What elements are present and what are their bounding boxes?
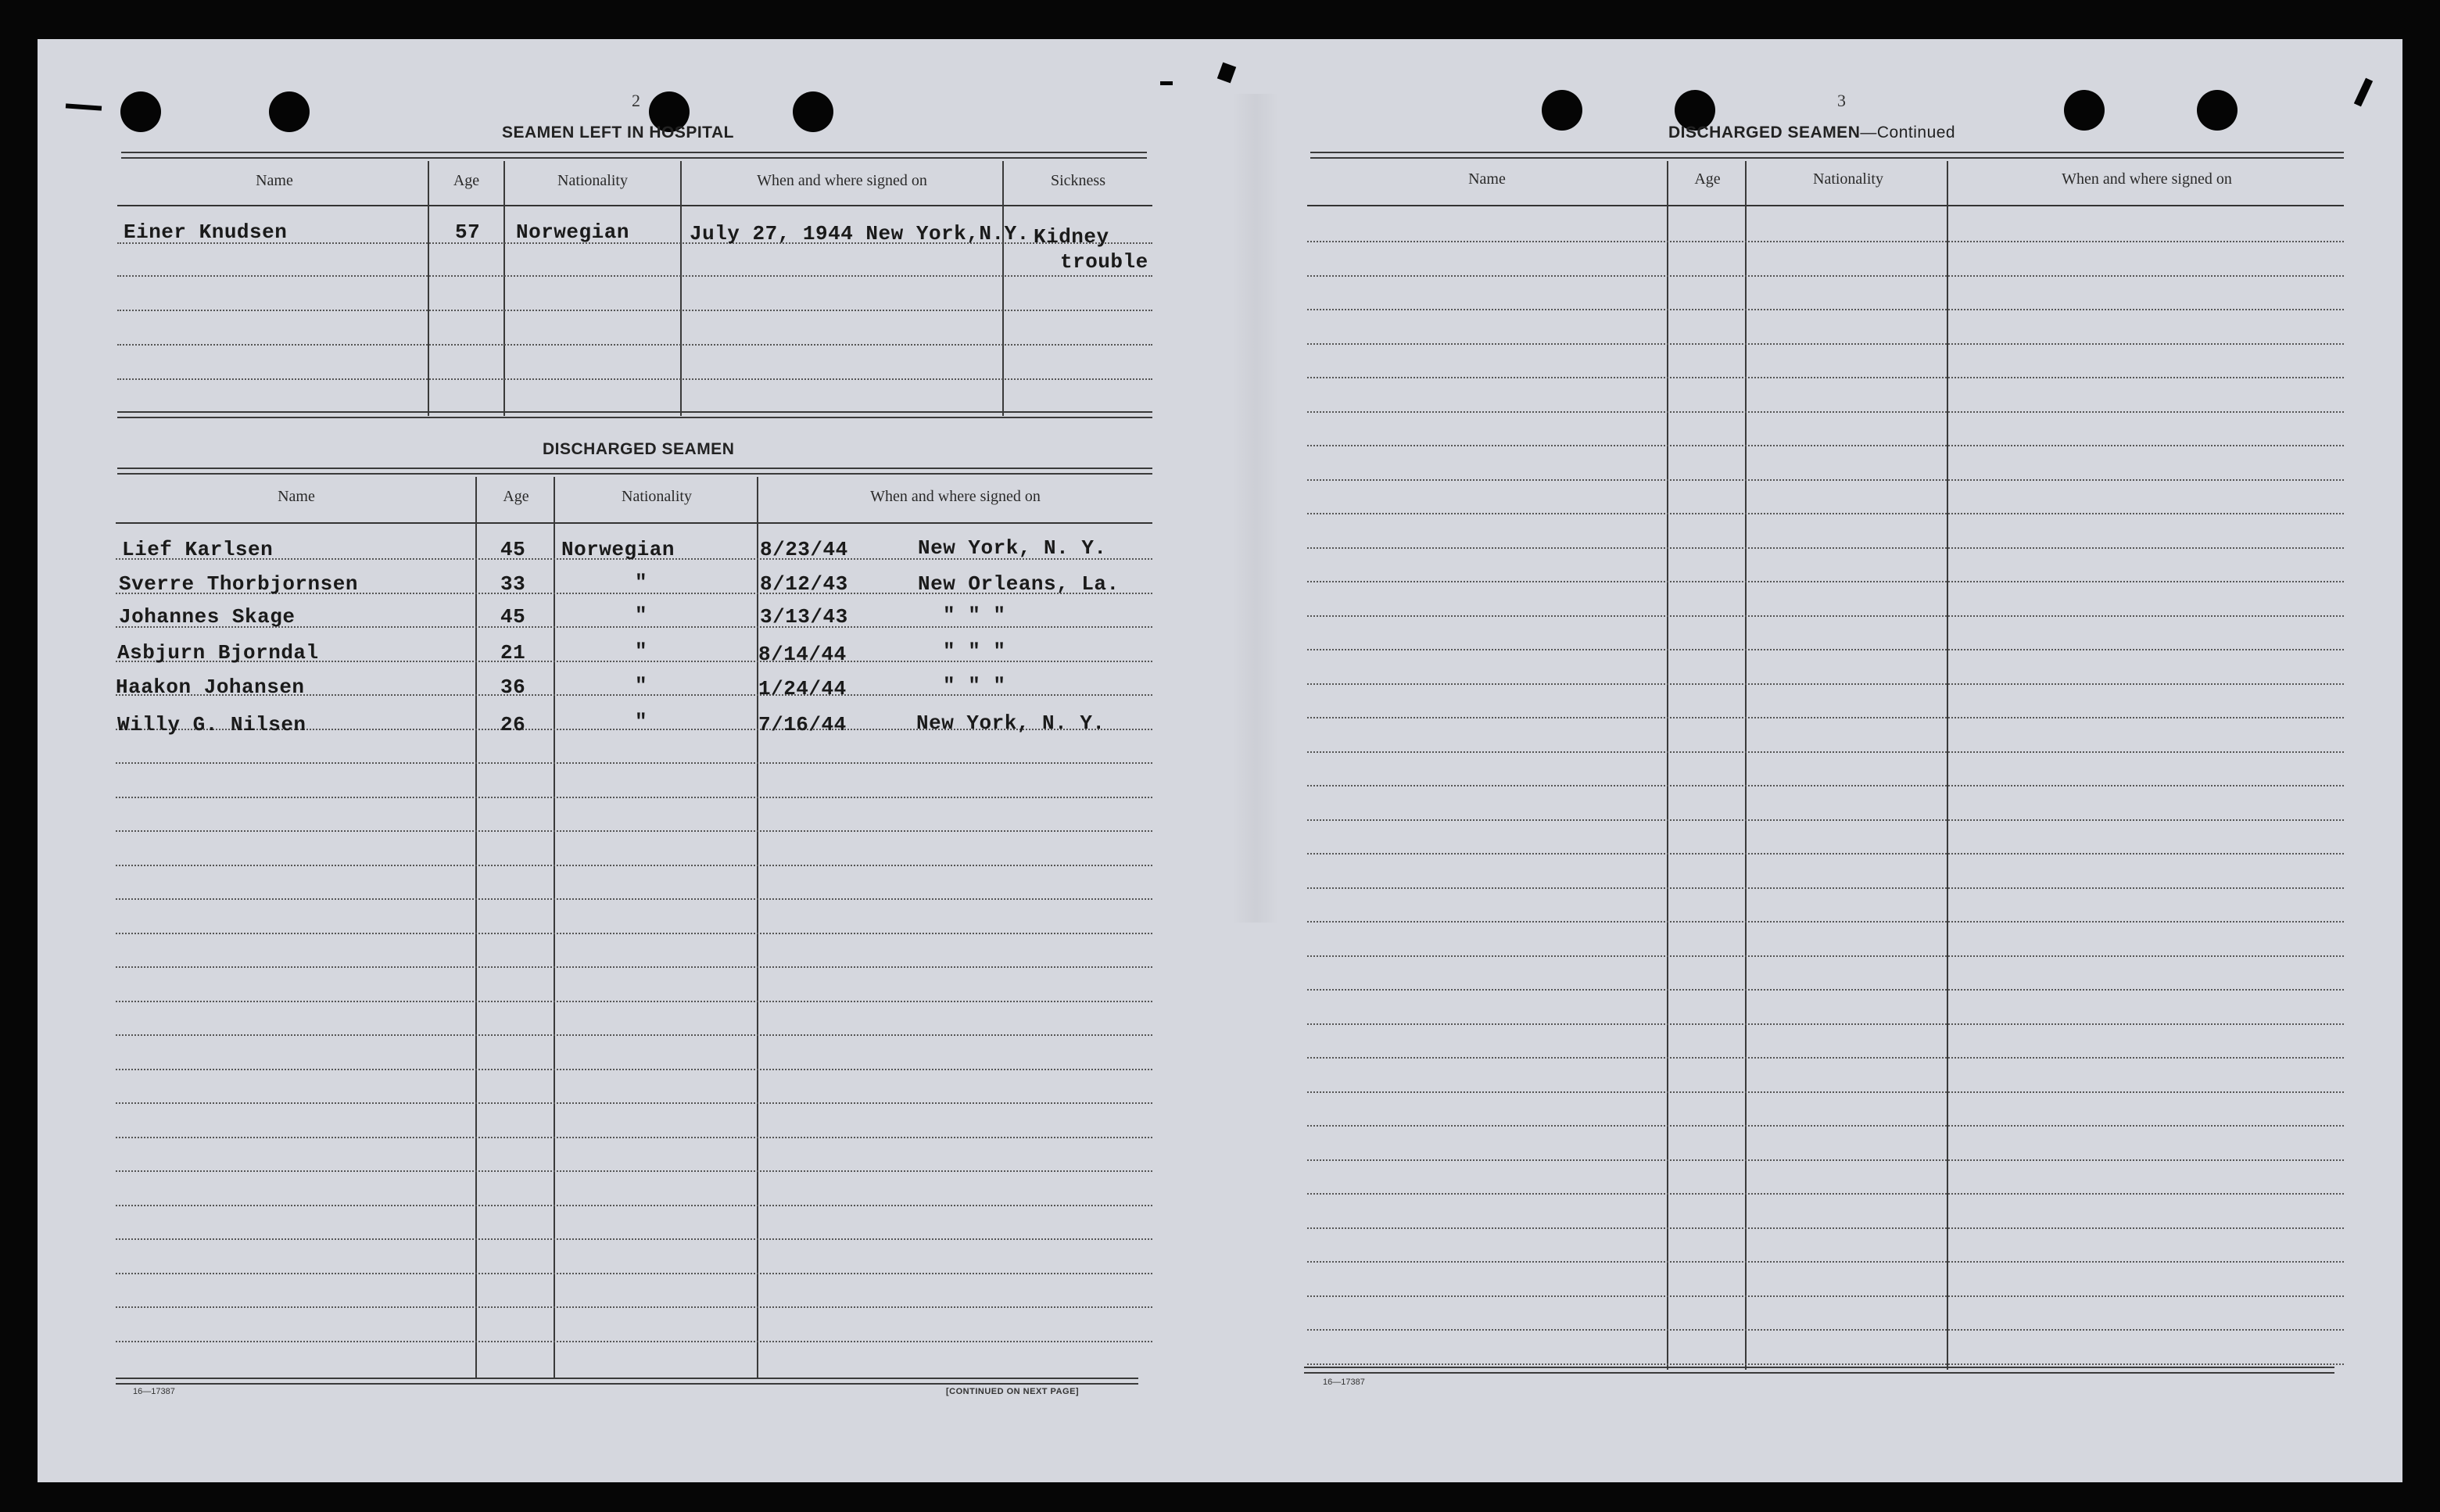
ruled-row-line [1307, 819, 2344, 821]
hospital-header-rule [117, 205, 1152, 206]
discharged-col-divider [757, 477, 758, 1378]
discharged-nationality-cell: " [635, 640, 648, 663]
ruled-row-line [1307, 343, 2344, 345]
discharged-place-cell: " " " [943, 674, 1006, 697]
discharged-header-rule [116, 522, 1152, 524]
hospital-signed-on-cell: July 27, 1944 New York,N.Y. [690, 222, 1030, 245]
hospital-row-line [117, 344, 1152, 346]
discharged-nationality-cell: " [635, 674, 648, 697]
page-number: 2 [632, 91, 640, 110]
ruled-row-line [116, 1034, 1152, 1036]
page-number: 3 [1837, 91, 1846, 110]
hospital-nationality-cell: Norwegian [516, 220, 629, 244]
ruled-row-line [116, 1170, 1152, 1172]
ruled-row-line [1307, 1125, 2344, 1127]
discharged-place-cell: New Orleans, La. [918, 572, 1120, 596]
discharged-section-title: DISCHARGED SEAMEN [543, 440, 735, 458]
ruled-row-line [116, 1001, 1152, 1002]
hospital-row-line [117, 275, 1152, 277]
right-header-age: Age [1694, 170, 1721, 188]
hospital-header-name: Name [256, 172, 293, 189]
ruled-row-line [116, 1137, 1152, 1138]
ruled-row-line [1307, 1091, 2344, 1093]
ruled-row-line [1307, 479, 2344, 481]
discharged-bottom-rule [116, 1378, 1138, 1385]
ruled-row-line [1307, 785, 2344, 786]
discharged-nationality-cell: " [635, 710, 648, 733]
hospital-bottom-rule [117, 411, 1152, 418]
ruled-row-line [116, 797, 1152, 798]
discharged-age-cell: 45 [500, 605, 526, 629]
ruled-row-line [1307, 241, 2344, 242]
punch-hole [2197, 90, 2238, 131]
hospital-age-cell: 57 [455, 220, 481, 244]
continued-title-suffix: —Continued [1860, 124, 1956, 142]
hospital-name-cell: Einer Knudsen [124, 220, 288, 244]
ruled-row-line [1307, 547, 2344, 549]
ruled-row-line [116, 1205, 1152, 1206]
ruled-row-line [1307, 513, 2344, 514]
continued-section-title [1668, 124, 1955, 142]
discharged-age-cell: 36 [500, 675, 526, 699]
ruled-row-line [116, 933, 1152, 934]
continued-note: [CONTINUED ON NEXT PAGE] [946, 1387, 1080, 1396]
discharged-date-cell: 8/12/43 [760, 572, 848, 596]
ruled-row-line [1307, 615, 2344, 617]
continued-title-main: DISCHARGED SEAMEN [1668, 124, 1861, 142]
ruled-row-line [116, 830, 1152, 832]
discharged-age-cell: 21 [500, 641, 526, 665]
hospital-row-line [117, 310, 1152, 311]
ruled-row-line [1307, 411, 2344, 413]
ruled-row-line [1307, 275, 2344, 277]
hospital-sickness-cell: Kidney [1034, 225, 1109, 249]
hospital-header-nationality: Nationality [557, 172, 628, 189]
right-col-divider [1667, 161, 1668, 1370]
discharged-date-cell: 7/16/44 [758, 713, 847, 736]
ruled-row-line [1307, 1057, 2344, 1059]
ruled-row-line [1307, 1227, 2344, 1229]
discharged-place-cell: New York, N. Y. [916, 711, 1105, 735]
ruled-row-line [116, 1273, 1152, 1274]
ruled-row-line [1307, 751, 2344, 753]
punch-hole [2064, 90, 2105, 131]
ruled-row-line [1307, 1193, 2344, 1195]
punch-hole [1542, 90, 1582, 131]
hospital-row-line [117, 378, 1152, 380]
ruled-row-line [1307, 955, 2344, 957]
discharged-nationality-cell: " [635, 604, 648, 627]
right-top-rule [1310, 152, 2344, 159]
ruled-row-line [1307, 445, 2344, 446]
right-col-divider [1947, 161, 1948, 1370]
ruled-row-line [1307, 377, 2344, 378]
discharged-age-cell: 33 [500, 572, 526, 596]
discharged-header-nationality: Nationality [622, 488, 692, 505]
ruled-row-line [1307, 989, 2344, 991]
ruled-row-line [116, 1341, 1152, 1342]
discharged-name-cell: Lief Karlsen [122, 538, 274, 561]
form-number: 16—17387 [133, 1387, 175, 1396]
hospital-header-age: Age [453, 172, 480, 189]
ruled-row-line [116, 1102, 1152, 1104]
ruled-row-line [116, 1306, 1152, 1308]
ruled-row-line [1307, 887, 2344, 889]
discharged-header-age: Age [503, 488, 529, 505]
punch-hole [269, 91, 310, 132]
ruled-row-line [116, 966, 1152, 968]
ruled-row-line [1307, 1261, 2344, 1263]
ruled-row-line [116, 1238, 1152, 1240]
right-header-signed-on: When and where signed on [2062, 170, 2232, 188]
hospital-sickness-cell: trouble [1060, 250, 1148, 274]
discharged-date-cell: 8/23/44 [760, 538, 848, 561]
hospital-header-signed-on: When and where signed on [757, 172, 927, 189]
discharged-name-cell: Haakon Johansen [116, 675, 305, 699]
ruled-row-line [1307, 309, 2344, 310]
ruled-row-line [1307, 683, 2344, 685]
ruled-row-line [116, 865, 1152, 866]
ruled-row-line [1307, 1363, 2344, 1365]
punch-hole [120, 91, 161, 132]
ruled-row-line [1307, 1295, 2344, 1297]
ruled-row-line [116, 898, 1152, 900]
right-header-rule [1307, 205, 2344, 206]
discharged-col-divider [475, 477, 477, 1378]
discharged-header-name: Name [278, 488, 315, 505]
paper-mark [1160, 81, 1173, 85]
form-number: 16—17387 [1323, 1378, 1365, 1387]
hospital-top-rule [121, 152, 1147, 159]
discharged-col-divider [554, 477, 555, 1378]
discharged-name-cell: Asbjurn Bjorndal [117, 641, 319, 665]
ruled-row-line [116, 1069, 1152, 1070]
right-header-name: Name [1468, 170, 1506, 188]
ruled-row-line [1307, 1023, 2344, 1025]
hospital-section-title: SEAMEN LEFT IN HOSPITAL [502, 124, 734, 142]
right-bottom-rule [1304, 1367, 2334, 1374]
discharged-date-cell: 1/24/44 [758, 677, 847, 700]
ruled-row-line [1307, 717, 2344, 718]
discharged-nationality-cell: " [635, 571, 648, 594]
discharged-top-rule [117, 468, 1152, 475]
hospital-header-sickness: Sickness [1051, 172, 1105, 189]
discharged-age-cell: 26 [500, 713, 526, 736]
discharged-date-cell: 3/13/43 [760, 605, 848, 629]
ruled-row-line [1307, 649, 2344, 650]
punch-hole [793, 91, 833, 132]
discharged-date-cell: 8/14/44 [758, 643, 847, 666]
ruled-row-line [1307, 1329, 2344, 1331]
discharged-header-signed-on: When and where signed on [870, 488, 1041, 505]
ruled-row-line [116, 762, 1152, 764]
discharged-place-cell: " " " [943, 640, 1006, 663]
right-header-nationality: Nationality [1813, 170, 1883, 188]
document-sheet [38, 39, 2402, 1482]
discharged-name-cell: Willy G. Nilsen [117, 713, 306, 736]
page-fold [1232, 94, 1279, 923]
ruled-row-line [1307, 581, 2344, 582]
ruled-row-line [1307, 921, 2344, 923]
ruled-row-line [1307, 1159, 2344, 1161]
discharged-nationality-cell: Norwegian [561, 538, 675, 561]
discharged-name-cell: Sverre Thorbjornsen [119, 572, 358, 596]
ruled-row-line [1307, 853, 2344, 855]
discharged-name-cell: Johannes Skage [119, 605, 296, 629]
discharged-place-cell: New York, N. Y. [918, 536, 1107, 560]
right-col-divider [1745, 161, 1747, 1370]
discharged-age-cell: 45 [500, 538, 526, 561]
discharged-place-cell: " " " [943, 604, 1006, 627]
